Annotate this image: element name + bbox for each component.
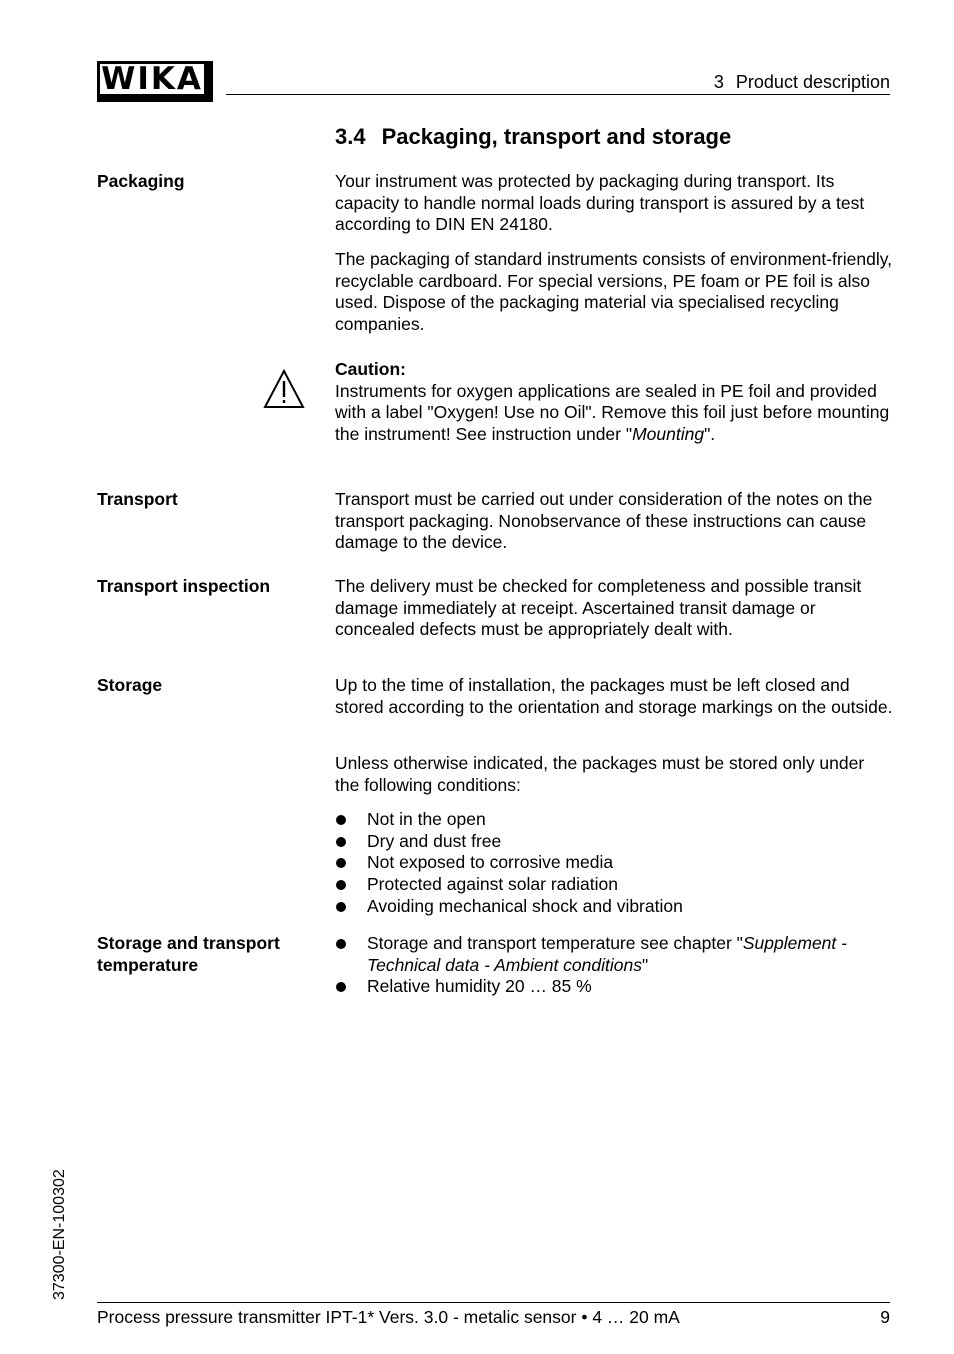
- storage-label: Storage: [97, 675, 163, 695]
- caution-text: [335, 381, 893, 446]
- footer-rule: [97, 1302, 890, 1303]
- list-item: Protected against solar radiation: [335, 874, 893, 896]
- storage-temperature-label-line-1: Storage and transport: [97, 933, 280, 953]
- storage-text-1: Up to the time of installation, the packages must be left closed and stored according to the orientation and storage markings on the outside.: [335, 675, 893, 717]
- list-item: Avoiding mechanical shock and vibration: [335, 896, 893, 918]
- storage-temperature-list: [335, 933, 893, 998]
- wika-logo: [97, 61, 207, 97]
- storage-text-2: Unless otherwise indicated, the packages must be stored only under the following conditions:: [335, 753, 865, 795]
- page-number: 9: [880, 1307, 890, 1327]
- list-item: Not in the open: [335, 809, 893, 831]
- list-item: Dry and dust free: [335, 831, 893, 853]
- document-id: 37300-EN-100302: [51, 1169, 68, 1300]
- storage-conditions: [335, 809, 893, 918]
- storage-paragraph-2: [335, 753, 893, 796]
- caution-mounting-ref: Mounting: [632, 424, 705, 445]
- list-item: Not exposed to corrosive media: [335, 852, 893, 874]
- logo-text: WIKA: [101, 61, 203, 97]
- storage-conditions-list: [335, 809, 893, 918]
- caution-title: Caution:: [335, 359, 406, 379]
- running-header: [714, 72, 890, 92]
- header-rule: [226, 94, 890, 95]
- storage-temperature-label: [97, 933, 317, 976]
- transport-inspection-paragraph: [335, 576, 893, 641]
- transport-paragraph: [335, 489, 893, 554]
- storage-temperature-label-line-2: temperature: [97, 954, 199, 975]
- temp-item-text: Storage and transport temperature see chapter ": [367, 933, 743, 953]
- transport-label: Transport: [97, 489, 178, 509]
- packaging-text-2: The packaging of standard instruments consists of environment-friendly, recyclable cardboard. For special versions, PE foam or PE foil is also used. Dispose of the packaging material via specialised recycling companies.: [335, 249, 893, 335]
- packaging-label: Packaging: [97, 171, 185, 191]
- caution-block: [335, 359, 893, 446]
- storage-temperature-items: [335, 933, 893, 998]
- list-item: [335, 933, 893, 976]
- packaging-text-1: Your instrument was protected by packaging during transport. Its capacity to handle normal loads during transport is assured by a test according to DIN EN 24180.: [335, 171, 865, 235]
- footer-product: Process pressure transmitter IPT-1* Vers. 3.0 - metalic sensor • 4 … 20 mA: [97, 1307, 680, 1327]
- list-item: Relative humidity 20 … 85 %: [335, 976, 893, 998]
- logo-shadow-bottom: [97, 97, 213, 102]
- section-heading: [335, 124, 731, 150]
- temp-item-quote: ": [641, 954, 649, 975]
- section-number: 3.4: [335, 124, 366, 149]
- transport-text: Transport must be carried out under consideration of the notes on the transport packaging. Nonobservance of these instructions can cause damage to the device.: [335, 489, 873, 553]
- storage-paragraph-1: [335, 675, 893, 718]
- logo-shadow-right: [207, 61, 213, 102]
- temp-item-chapter-ref: Supplement - Technical data - Ambient conditions: [367, 933, 847, 975]
- transport-inspection-label: Transport inspection: [97, 576, 271, 596]
- packaging-paragraph-2: [335, 249, 893, 336]
- warning-triangle-icon: [262, 368, 306, 410]
- caution-text-end: ".: [704, 424, 716, 445]
- caution-text-main: Instruments for oxygen applications are sealed in PE foil and provided with a label "Oxygen! Use no Oil". Remove this foil just before mounting the instrument! See instruction under ": [335, 380, 890, 445]
- packaging-paragraph-1: [335, 171, 893, 236]
- chapter-number: 3: [713, 72, 724, 92]
- transport-inspection-text: The delivery must be checked for completeness and possible transit damage immediately at receipt. Ascertained transit damage or concealed defects must be appropriately dealt with.: [335, 576, 862, 640]
- chapter-title: Product description: [735, 72, 890, 92]
- section-title: Packaging, transport and storage: [381, 124, 732, 149]
